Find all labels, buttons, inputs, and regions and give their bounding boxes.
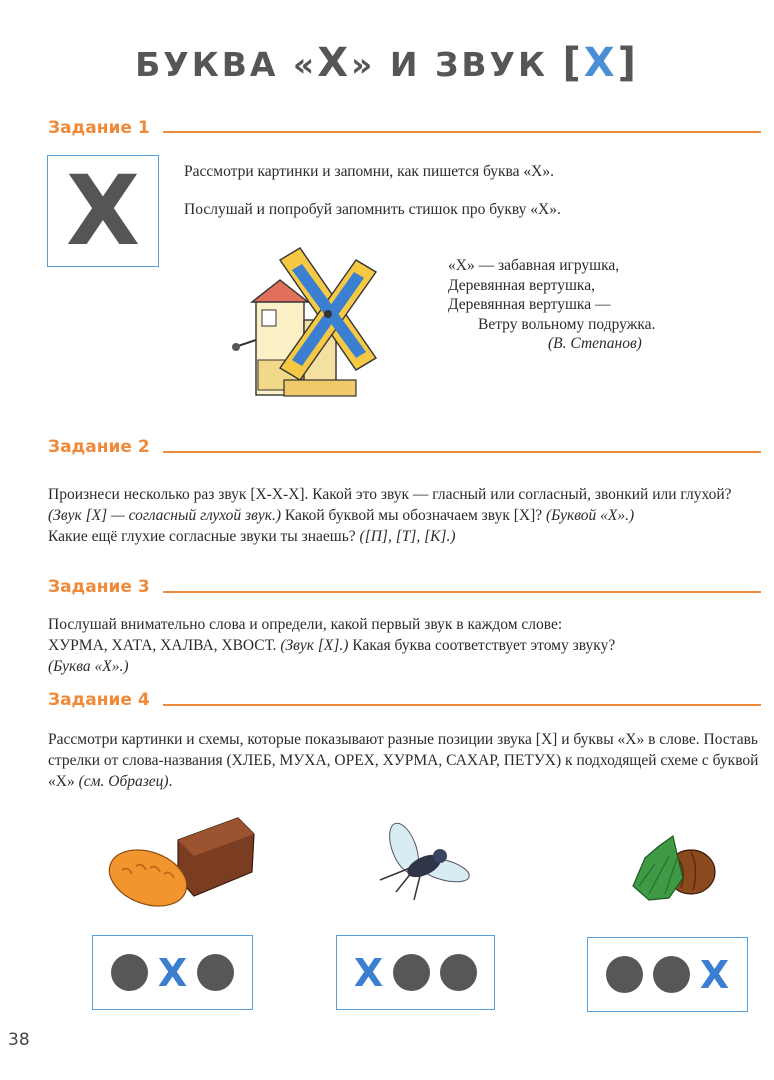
- big-letter: Х: [65, 155, 140, 267]
- sound-dot: [393, 954, 430, 991]
- task3-text: [48, 614, 768, 677]
- task4-text: [48, 729, 768, 792]
- task1-line2: Послушай и попробуй запомнить стишок про букву «Х».: [184, 201, 561, 218]
- title-part: » И ЗВУК: [351, 45, 563, 84]
- fly-illustration: [374, 820, 474, 905]
- sound-dot: [197, 954, 234, 991]
- task2-question: Какие ещё глухие согласные звуки ты знаешь?: [48, 528, 360, 545]
- task4-punct: .: [168, 773, 173, 790]
- scheme-letter: Х: [353, 950, 384, 995]
- task2-question: Какой буквой мы обозначаем звук [Х]?: [281, 507, 546, 524]
- task4-rule: [163, 704, 761, 706]
- sound-dot: [111, 954, 148, 991]
- scheme-end: [587, 937, 748, 1012]
- scheme-start: [336, 935, 495, 1010]
- scheme-middle: [92, 935, 253, 1010]
- task3-answer: (Звук [Х].): [280, 637, 349, 654]
- task4-hint: (см. Образец): [78, 773, 169, 790]
- title-part: БУКВА «: [135, 45, 318, 84]
- task3-question: Какая буква соответствует этому звуку?: [348, 637, 616, 654]
- scheme-letter: Х: [699, 952, 730, 997]
- poem-author: (В. Степанов): [548, 335, 642, 352]
- title-bracket: [: [562, 40, 584, 86]
- bread-illustration: [106, 812, 256, 912]
- task1-label: Задание 1: [48, 118, 150, 138]
- title-bracket: ]: [617, 40, 639, 86]
- task2-rule: [163, 451, 761, 453]
- poem-line: «Х» — забавная игрушка,: [448, 257, 620, 274]
- task4-label: Задание 4: [48, 690, 150, 710]
- task3-words: ХУРМА, ХАТА, ХАЛВА, ХВОСТ.: [48, 637, 281, 654]
- page-number: 38: [8, 1030, 30, 1050]
- poem-line: Деревянная вертушка,: [448, 276, 595, 294]
- task2-question: Произнеси несколько раз звук [Х-Х-Х]. Какой это звук — гласный или согласный, звонкий или глухой?: [48, 486, 732, 503]
- windmill-illustration: [228, 240, 388, 405]
- task3-rule: [163, 591, 761, 593]
- task2-label: Задание 2: [48, 437, 150, 457]
- title-sound: Х: [583, 40, 618, 86]
- task2-answer: (Буквой «Х».): [546, 507, 635, 524]
- task3-label: Задание 3: [48, 577, 150, 597]
- task4-instruction: Рассмотри картинки и схемы, которые показывают разные позиции звука [Х] и буквы «Х» в слове. Поставь стрелки от слова-названия (ХЛЕБ, МУХА, ОРЕХ, ХУРМА, САХАР, ПЕТУХ) к подходящей схеме с буквой «Х»: [48, 731, 759, 790]
- poem-line: Ветру вольному подружка.: [478, 315, 656, 333]
- title-letter: Х: [317, 40, 352, 86]
- sound-dot: [653, 956, 690, 993]
- nut-illustration: [625, 828, 720, 908]
- task1-line1: Рассмотри картинки и запомни, как пишется буква «Х».: [184, 163, 554, 180]
- task1-rule: [163, 131, 761, 133]
- task2-answer: ([П], [Т], [К].): [359, 528, 456, 545]
- poem-line: Деревянная вертушка —: [448, 296, 611, 313]
- sound-dot: [440, 954, 477, 991]
- task3-instruction: Послушай внимательно слова и определи, какой первый звук в каждом слове:: [48, 616, 563, 633]
- task3-answer: (Буква «Х».): [48, 658, 129, 675]
- big-letter-box: [47, 155, 159, 267]
- sound-dot: [606, 956, 643, 993]
- page-title: [0, 40, 774, 86]
- task2-answer: (Звук [Х] — согласный глухой звук.): [48, 507, 281, 524]
- scheme-letter: Х: [157, 950, 188, 995]
- task2-text: [48, 484, 768, 547]
- poem: [448, 256, 655, 354]
